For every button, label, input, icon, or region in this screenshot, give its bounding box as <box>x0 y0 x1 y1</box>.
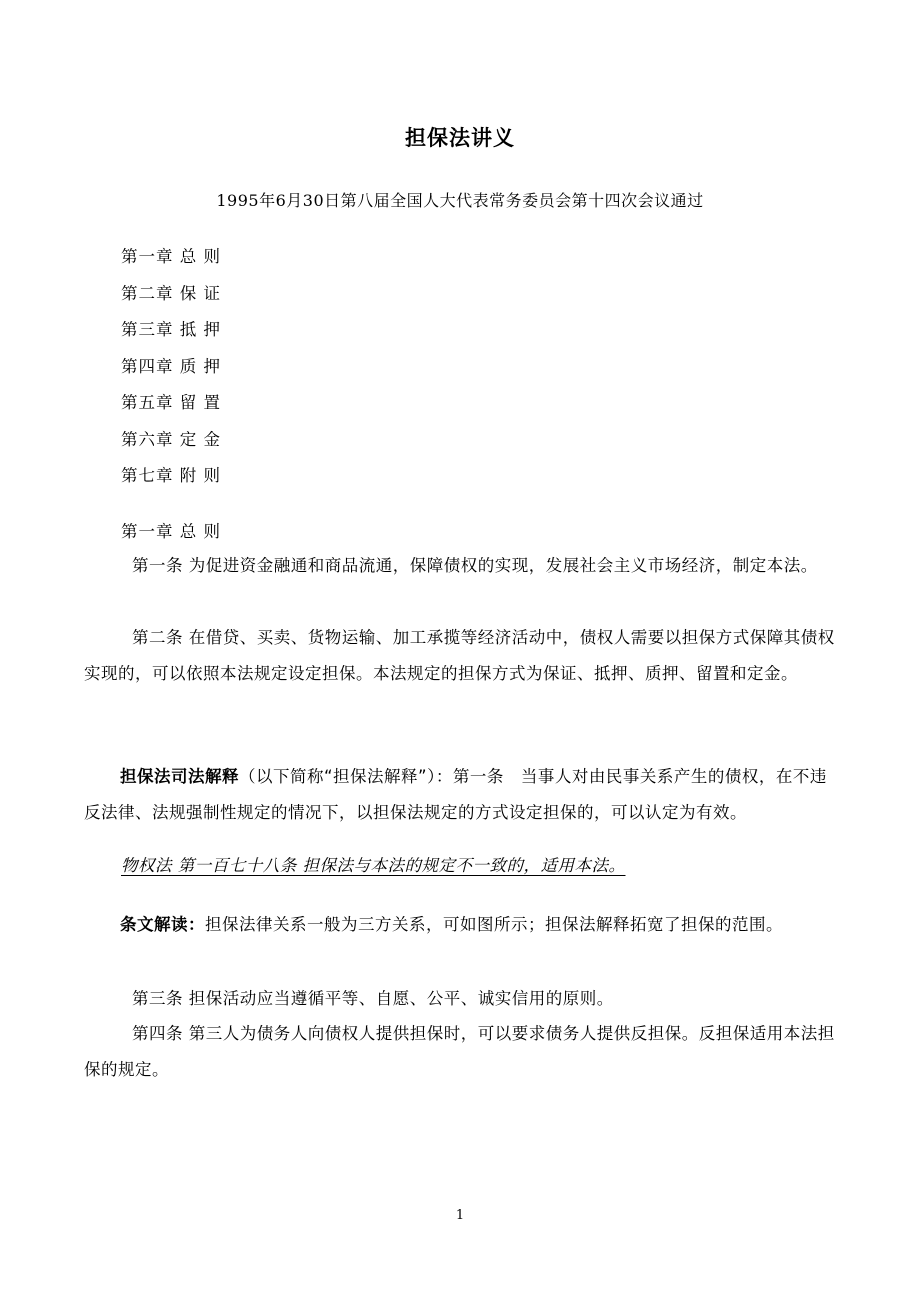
toc-item: 第六章 定 金 <box>121 429 221 449</box>
interpretation-text: （以下简称“担保法解释”）：第一条 当事人对由民事关系产生的债权，在不违反法律、法规强制性规定的情况下，以担保法规定的方式设定担保的，可以认定为有效。 <box>84 767 827 822</box>
toc-item: 第四章 质 押 <box>121 356 221 376</box>
chapter-heading: 第一章 总 则 <box>121 522 221 541</box>
document-subtitle: 1995年6月30日第八届全国人大代表常务委员会第十四次会议通过 <box>216 191 704 210</box>
article-4: 第四条 第三人为债务人向债权人提供担保时，可以要求债务人提供反担保。反担保适用本法担保的规定。 <box>84 1024 835 1079</box>
interpretation-label: 担保法司法解释 <box>120 767 239 786</box>
property-law-quote: 物权法 第一百七十八条 担保法与本法的规定不一致的，适用本法。 <box>121 856 626 875</box>
toc-item: 第一章 总 则 <box>121 247 221 266</box>
reading-paragraph <box>84 907 836 943</box>
toc-item: 第五章 留 置 <box>121 393 221 412</box>
toc-item: 第七章 附 则 <box>121 466 221 485</box>
toc-item: 第三章 抵 押 <box>121 320 221 339</box>
article-1: 第一条 为促进资金融通和商品流通，保障债权的实现，发展社会主义市场经济，制定本法。 <box>132 556 818 575</box>
interpretation-paragraph <box>84 759 836 831</box>
table-of-contents <box>121 244 221 500</box>
reading-text: 担保法律关系一般为三方关系，可如图所示；担保法解释拓宽了担保的范围。 <box>205 915 783 934</box>
article-2: 第二条 在借贷、买卖、货物运输、加工承揽等经济活动中，债权人需要以担保方式保障其债权实现的，可以依照本法规定设定担保。本法规定的担保方式为保证、抵押、质押、留置和定金。 <box>84 628 835 683</box>
article-3: 第三条 担保活动应当遵循平等、自愿、公平、诚实信用的原则。 <box>132 989 614 1008</box>
page-number: 1 <box>455 1208 465 1223</box>
reading-label: 条文解读： <box>120 915 205 934</box>
toc-item: 第二章 保 证 <box>121 283 221 303</box>
document-title: 担保法讲义 <box>405 126 515 150</box>
